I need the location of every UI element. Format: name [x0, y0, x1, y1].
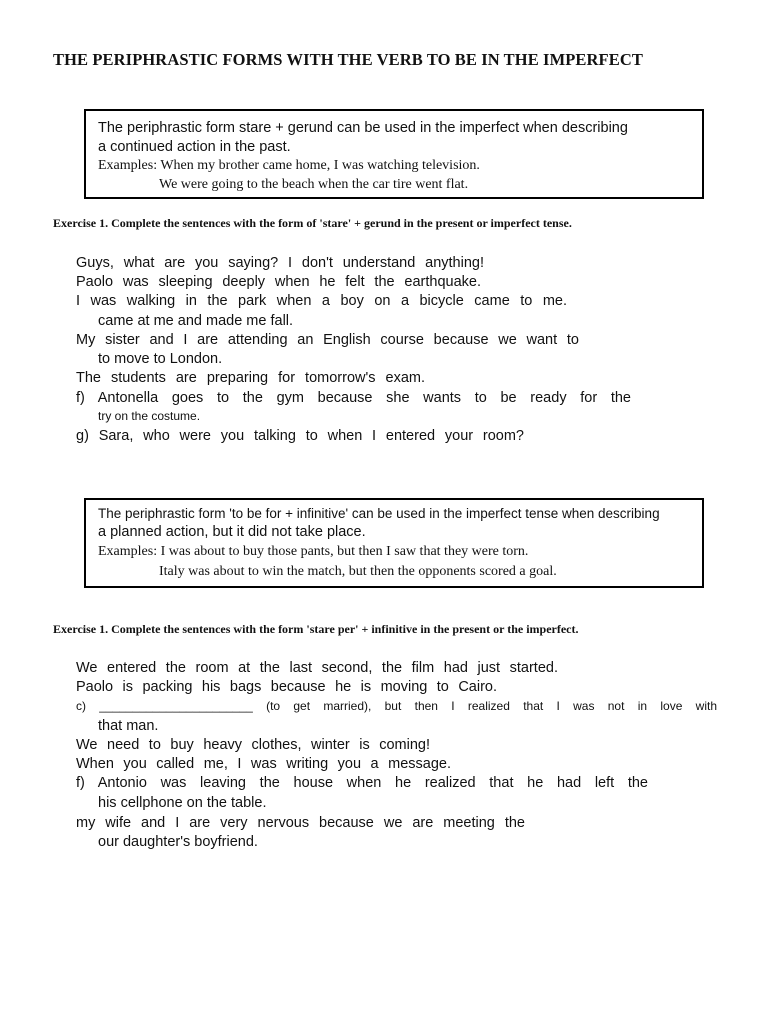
exercise-sentence-continuation: came at me and made me fall. [98, 313, 294, 329]
exercise-sentence: Paolo is packing his bags because he is moving to Cairo. [76, 679, 497, 695]
example-line: Italy was about to win the match, but then the opponents scored a goal. [159, 564, 557, 579]
exercise-sentence: We entered the room at the last second, the film had just started. [76, 660, 558, 676]
exercise-heading: Exercise 1. Complete the sentences with the form 'stare per' + infinitive in the present or the imperfect. [53, 622, 579, 636]
example-line: Examples: I was about to buy those pants, but then I saw that they were torn. [98, 544, 529, 559]
rule-text-line: a planned action, but it did not take place. [98, 524, 366, 540]
exercise-sentence: The students are preparing for tomorrow's exam. [76, 370, 425, 386]
exercise-sentence: My sister and I are attending an English course because we want to [76, 332, 579, 348]
exercise-sentence-continuation: to move to London. [98, 351, 223, 367]
example-line: We were going to the beach when the car tire went flat. [159, 177, 469, 192]
exercise-sentence: We need to buy heavy clothes, winter is coming! [76, 737, 430, 753]
rule-text-line: The periphrastic form 'to be for + infinitive' can be used in the imperfect tense when describing [98, 506, 660, 521]
exercise-sentence: c) _______________________ (to get married), but then I realized that I was not in love with [76, 699, 717, 713]
page-title: THE PERIPHRASTIC FORMS WITH THE VERB TO BE IN THE IMPERFECT [53, 50, 643, 69]
exercise-sentence: g) Sara, who were you talking to when I entered your room? [76, 428, 524, 444]
rule-text-line: a continued action in the past. [98, 139, 291, 155]
exercise-sentence: my wife and I are very nervous because we are meeting the [76, 815, 525, 831]
exercise-sentence: Guys, what are you saying? I don't understand anything! [76, 255, 484, 271]
rule-text-line: The periphrastic form stare + gerund can be used in the imperfect when describing [98, 120, 628, 136]
exercise-sentence: f) Antonio was leaving the house when he realized that he had left the [76, 775, 648, 791]
exercise-sentence: f) Antonella goes to the gym because she wants to be ready for the [76, 390, 631, 406]
exercise-sentence: When you called me, I was writing you a message. [76, 756, 451, 772]
exercise-sentence: I was walking in the park when a boy on a bicycle came to me. [76, 293, 567, 309]
exercise-sentence: Paolo was sleeping deeply when he felt the earthquake. [76, 274, 481, 290]
exercise-sentence-continuation: our daughter's boyfriend. [98, 834, 258, 850]
example-line: Examples: When my brother came home, I was watching television. [98, 158, 480, 173]
exercise-sentence-continuation: try on the costume. [98, 409, 201, 423]
exercise-sentence-continuation: his cellphone on the table. [98, 795, 267, 811]
exercise-sentence-continuation: that man. [98, 718, 159, 734]
exercise-heading: Exercise 1. Complete the sentences with the form of 'stare' + gerund in the present or imperfect tense. [53, 216, 572, 230]
